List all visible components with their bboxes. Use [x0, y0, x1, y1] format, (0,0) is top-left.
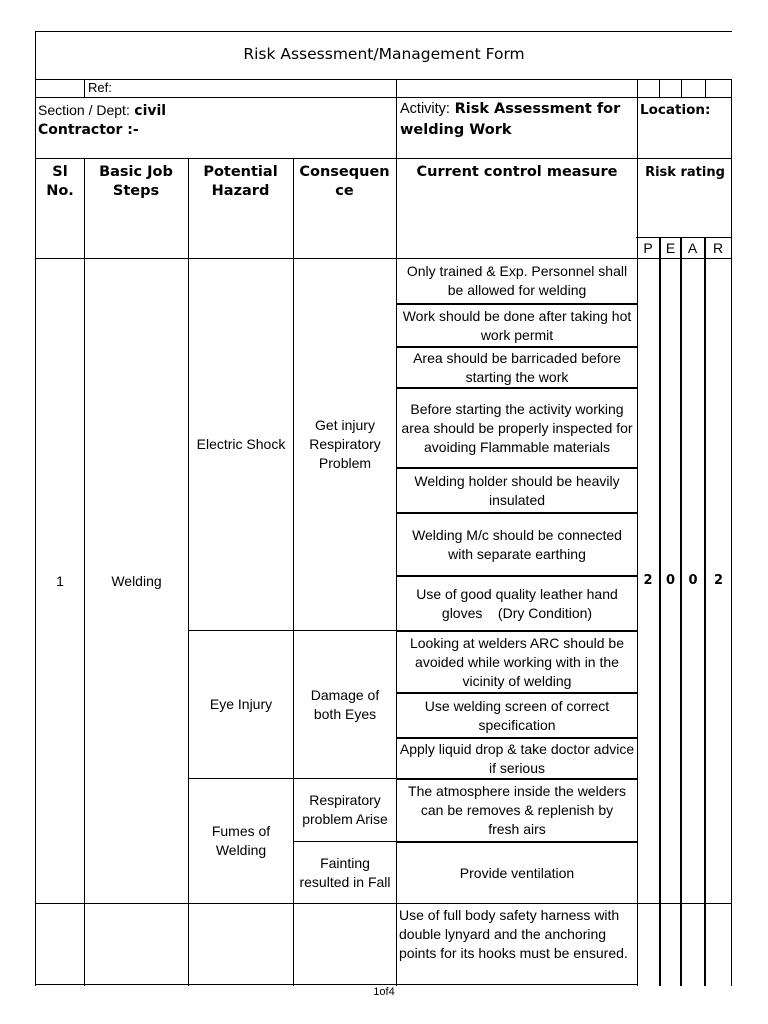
consequence-fainting: Fainting resulted in Fall [299, 854, 391, 890]
control-measure: Looking at welders ARC should be avoided while working with in the vicinity of welding [409, 634, 625, 689]
hazard-electric-shock: Electric Shock [196, 436, 286, 452]
header-a: A [687, 239, 698, 256]
header-consequence: Consequen ce [299, 164, 390, 199]
grid-line [637, 79, 638, 986]
control-measure: Use of full body safety harness with double lynyard and the anchoring points for its hooks must be ensured. [399, 907, 628, 961]
control-measure: Before starting the activity working area should be properly inspected for avoiding Flammable materials [401, 400, 633, 455]
control-measure: Use of good quality leather hand gloves (Dry Condition) [416, 585, 622, 621]
page-number: 1of4 [373, 986, 395, 998]
contractor-label: Contractor :- [38, 122, 139, 138]
grid-line [35, 31, 732, 32]
consequence-respiratory: Respiratory problem Arise [302, 792, 388, 827]
activity-value: Risk Assessment for welding Work [400, 101, 621, 138]
rating-e: 0 [665, 572, 676, 588]
grid-line [35, 97, 732, 98]
header-p: P [643, 239, 653, 256]
activity-label: Activity: [400, 101, 450, 117]
grid-line [681, 79, 682, 98]
control-measure: Provide ventilation [459, 864, 575, 881]
grid-line [705, 79, 706, 98]
control-measure: Welding holder should be heavily insulated [414, 472, 620, 508]
row-job-step: Welding [111, 572, 162, 589]
control-measure: Apply liquid drop & take doctor advice if serious [399, 740, 635, 776]
hazard-fumes: Fumes of Welding [211, 823, 271, 858]
ref-label: Ref: [88, 80, 112, 95]
section-value: civil [134, 103, 167, 119]
grid-line [659, 79, 660, 98]
consequence-eyes: Damage of both Eyes [310, 686, 380, 722]
control-measure: Area should be barricaded before starting the work [413, 349, 621, 385]
consequence-injury: Get injury Respiratory Problem [309, 417, 381, 471]
header-risk-rating: Risk rating [645, 165, 725, 180]
header-sl-no: Sl No. [46, 164, 74, 199]
grid-line [35, 984, 638, 985]
header-control-measure: Current control measure [416, 164, 618, 180]
grid-line [35, 79, 732, 80]
header-basic-job-steps: Basic Job Steps [99, 164, 173, 199]
grid-line [704, 237, 706, 986]
grid-line [35, 158, 732, 159]
section-dept [38, 100, 166, 121]
control-measure: Work should be done after taking hot work permit [402, 307, 632, 343]
hazard-eye-injury: Eye Injury [209, 696, 273, 712]
location-label: Location: [640, 102, 711, 118]
form-title: Risk Assessment/Management Form [243, 45, 525, 63]
rating-a: 0 [688, 572, 698, 588]
rating-r: 2 [713, 572, 724, 588]
control-measure: The atmosphere inside the welders can be removes & replenish by fresh airs [408, 783, 626, 837]
header-r: R [712, 239, 724, 256]
grid-line [680, 237, 682, 986]
row-sl-no: 1 [56, 572, 64, 589]
control-measure: Use welding screen of correct specification [424, 697, 610, 733]
activity [400, 99, 632, 141]
grid-line [84, 79, 85, 98]
control-measure: Only trained & Exp. Personnel shall be allowed for welding [406, 263, 628, 298]
section-label: Section / Dept: [38, 102, 130, 118]
grid-line [731, 79, 732, 986]
rating-p: 2 [643, 572, 653, 588]
control-measure: Welding M/c should be connected with separate earthing [412, 526, 622, 562]
grid-line [35, 903, 732, 904]
grid-line [396, 79, 397, 986]
header-e: E [665, 239, 676, 256]
grid-line [659, 237, 661, 986]
header-potential-hazard: Potential Hazard [203, 164, 278, 199]
